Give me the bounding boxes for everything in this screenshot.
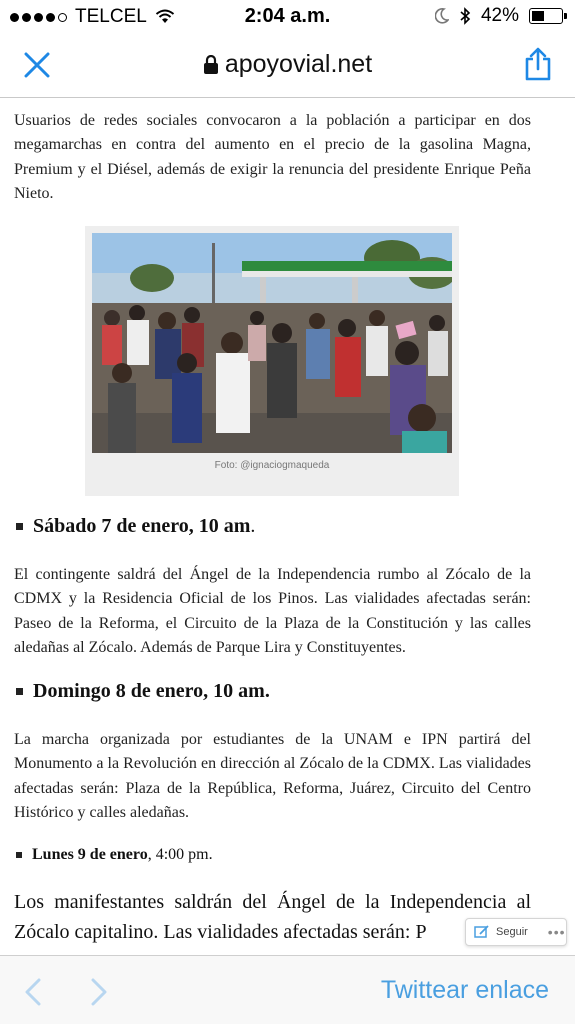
section-heading-sunday [16,680,270,703]
section-heading-monday [16,846,213,864]
status-bar [0,0,575,32]
forward-arrow-icon[interactable] [90,978,108,1006]
bluetooth-icon [459,7,471,25]
share-icon[interactable] [523,47,553,81]
follow-label: Seguir [496,926,528,938]
photo-card [85,226,459,496]
tweet-link-button[interactable]: Twittear enlace [380,976,549,1004]
lock-icon [203,55,219,75]
battery-percent: 42% [480,5,519,26]
browser-nav-bar [0,32,575,98]
heading-tail: . [250,515,256,537]
intro-paragraph: Usuarios de redes sociales convocaron a la población a participar en dos megamarchas en contra del aumento en el precio de la gasolina Magna, Premium y el Diésel, además de exigir la renuncia del presidente Enrique Peña Nieto. [14,112,531,203]
compose-icon [474,925,490,939]
bottom-toolbar [0,955,575,1024]
back-arrow-icon[interactable] [24,978,42,1006]
carrier-name: TELCEL [75,6,147,27]
heading-bold: Lunes 9 de enero [32,846,148,863]
status-right [435,5,563,27]
moon-icon [435,8,449,24]
article-content [0,99,575,955]
section-heading-saturday [16,515,255,538]
photo-credit: Foto: @ignaciogmaqueda [214,460,330,471]
url-title [0,50,575,79]
section-body-monday: Los manifestantes saldrán del Ángel de la Independencia al Zócalo capitalino. Las vialidades afectadas serán: P [14,891,531,943]
bullet-icon [16,852,22,858]
protest-photo[interactable] [92,233,452,453]
bullet-icon [16,523,23,530]
battery-icon [529,8,563,24]
url-text: apoyovial.net [224,50,373,78]
bullet-icon [16,688,23,695]
heading-bold: Sábado 7 de enero, 10 am [33,515,251,537]
heading-tail: , 4:00 pm. [147,846,213,863]
follow-widget[interactable] [465,918,567,946]
more-icon[interactable]: ••• [547,924,566,940]
section-body-sunday: La marcha organizada por estudiantes de la UNAM e IPN partirá del Monumento a la Revolución en dirección al Zócalo de la CDMX. Las vialidades afectadas serán: Plaza de la República, Reforma, Juárez, Circuito del Centro Histórico y calles aledañas. [14,731,531,822]
section-body-saturday: El contingente saldrá del Ángel de la Independencia rumbo al Zócalo de la CDMX y la Residencia Oficial de los Pinos. Las vialidades afectadas serán: Paseo de la Reforma, el Circuito de la Plaza de la Constitución y las calles aledañas al Zócalo. Además de Parque Lira y Constituyentes. [14,566,531,657]
heading-bold: Domingo 8 de enero, 10 am. [33,680,270,702]
clock: 2:04 a.m. [244,5,331,27]
